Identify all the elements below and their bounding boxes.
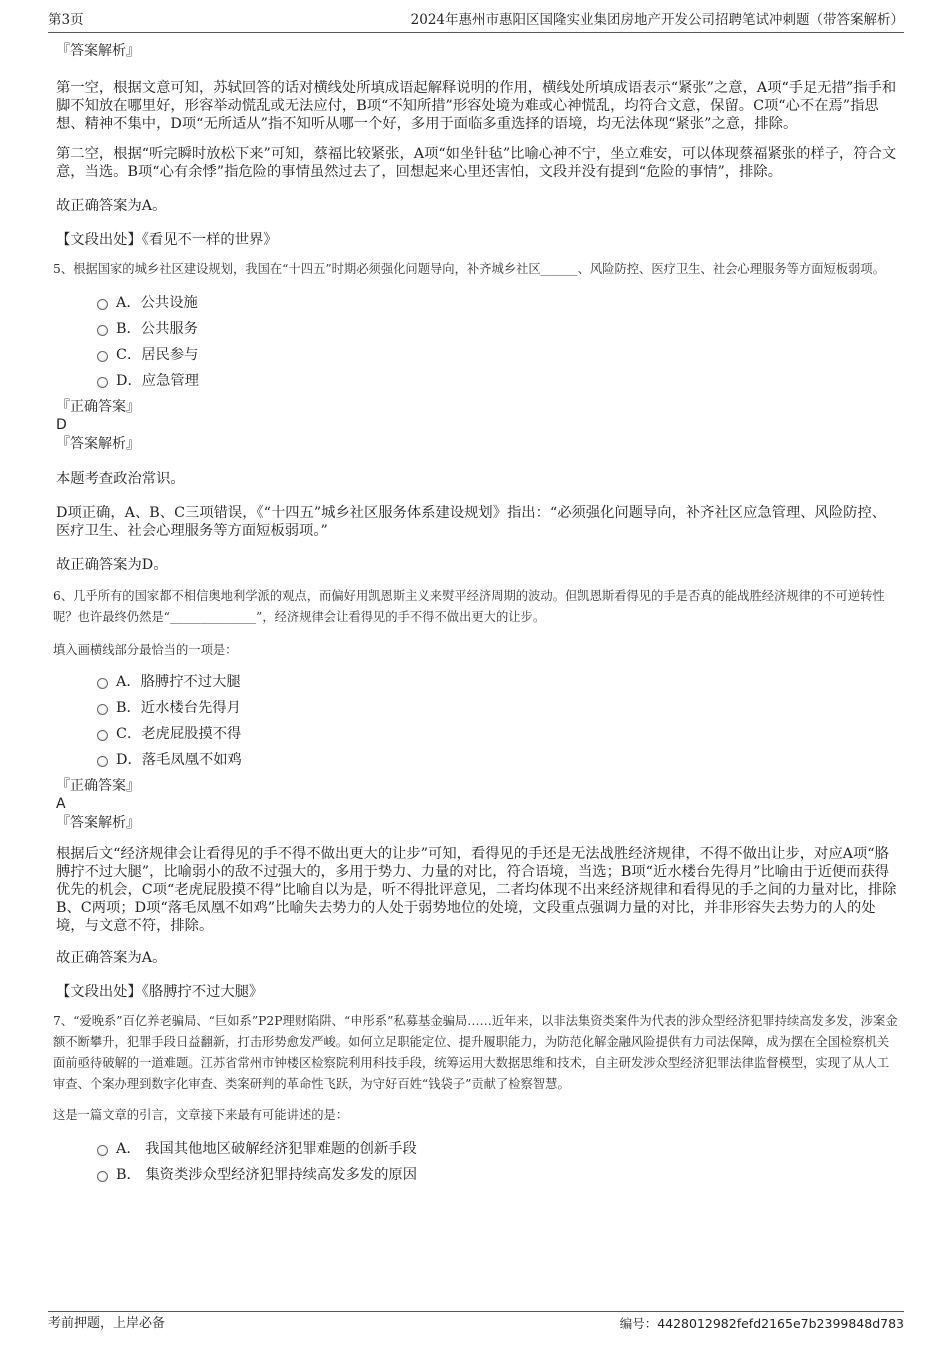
q6-question: 6、几乎所有的国家都不相信奥地利学派的观点，而偏好用凯恩斯主义来熨平经济周期的波动。但凯恩斯看得见的手是否真的能战胜经济规律的不可逆转性呢？也许最终仍然是“______________”，经济规律会让看得见的手不得不做出更大的让步。 (53, 589, 885, 624)
document-title: 2024年惠州市惠阳区国隆实业集团房地产开发公司招聘笔试冲刺题（带答案解析） (410, 12, 904, 28)
footer-slogan: 考前押题，上岸必备 (48, 1316, 166, 1331)
option-label: B．公共服务 (116, 321, 198, 337)
q5-option-a[interactable] (56, 294, 900, 320)
option-label: B．近水楼台先得月 (116, 700, 241, 716)
q7-prompt: 这是一篇文章的引言，文章接下来最有可能讲述的是： (53, 1108, 349, 1122)
q7-options (56, 1140, 900, 1192)
radio-icon[interactable] (97, 377, 108, 388)
q5-analysis-label: 『答案解析』 (56, 436, 140, 452)
page-number: 第3页 (48, 12, 84, 28)
page-header (48, 10, 904, 33)
q6-answer-label: 『正确答案』 (56, 778, 140, 794)
q5-answer-label: 『正确答案』 (56, 399, 140, 415)
document-id: 编号：4428012982fefd2165e7b2399848d783 (619, 1316, 904, 1331)
page-footer (48, 1311, 904, 1334)
q7-option-a[interactable] (56, 1140, 900, 1166)
option-label: D．落毛凤凰不如鸡 (116, 752, 242, 768)
q6-option-c[interactable] (56, 725, 900, 751)
option-label: D．应急管理 (116, 373, 199, 389)
q7-option-b[interactable] (56, 1166, 900, 1192)
q4-analysis-p1: 第一空，根据文意可知，苏轼回答的话对横线处所填成语起解释说明的作用，横线处所填成语表示“紧张”之意，A项“手足无措”指手和脚不知放在哪里好，形容举动慌乱或无法应付，B项“不知所措”形容处境为难或心神慌乱，均符合文意，保留。C项“心不在焉”指思想、精神不集中，D项“无所适从”指不知听从哪一个好，多用于面临多重选择的语境，均无法体现“紧张”之意，排除。 (56, 80, 897, 132)
q4-analysis-p2: 第二空，根据“听完瞬时放松下来”可知，蔡福比较紧张，A项“如坐针毡”比喻心神不宁，坐立难安，可以体现蔡福紧张的样子，符合文意，当选。B项“心有余悸”指危险的事情虽然过去了，回想起来心里还害怕，文段并没有提到“危险的事情”，排除。 (56, 146, 897, 180)
radio-icon[interactable] (97, 704, 108, 715)
radio-icon[interactable] (97, 351, 108, 362)
q4-conclusion: 故正确答案为A。 (56, 198, 167, 214)
q6-conclusion: 故正确答案为A。 (56, 950, 167, 966)
q5-analysis-p1: 本题考查政治常识。 (56, 471, 185, 487)
option-label: A． 我国其他地区破解经济犯罪难题的创新手段 (116, 1141, 417, 1157)
q6-answer: A (56, 796, 66, 812)
q5-answer: D (56, 417, 67, 433)
radio-icon[interactable] (97, 1171, 108, 1182)
q6-analysis-p1: 根据后文“经济规律会让看得见的手不得不做出更大的让步”可知，看得见的手还是无法战胜经济规律，不得不做出让步，对应A项“胳膊拧不过大腿”，比喻弱小的敌不过强大的，多用于势力、力量的对比，符合语境，当选；B项“近水楼台先得月”比喻由于近便而获得优先的机会，C项“老虎屁股摸不得”比喻自以为是，听不得批评意见，二者均体现不出来经济规律和看得见的手之间的力量对比，排除B、C两项；D项“落毛凤凰不如鸡”比喻失去势力的人处于弱势地位的处境，文段重点强调力量的对比，并非形容失去势力的人的处境，与文意不符，排除。 (56, 846, 897, 934)
q5-options (56, 294, 900, 398)
q7-question: 7、“爱晚系”百亿养老骗局、“巨如系”P2P理财陷阱、“申彤系”私募基金骗局……近年来，以非法集资类案件为代表的涉众型经济犯罪持续高发多发，涉案金额不断攀升，犯罪手段日益翻新，打击形势愈发严峻。如何立足职能定位、提升履职能力，为防范化解金融风险提供有力司法保障，成为摆在全国检察机关面前亟待破解的一道难题。江苏省常州市钟楼区检察院利用科技手段，统筹运用大数据思维和技术，自主研发涉众型经济犯罪法律监督模型，实现了从人工审查、个案办理到数字化审查、类案研判的革命性飞跃，为守好百姓“钱袋子”贡献了检察智慧。 (53, 1014, 898, 1091)
q6-option-d[interactable] (56, 751, 900, 777)
q6-option-b[interactable] (56, 699, 900, 725)
radio-icon[interactable] (97, 325, 108, 336)
q6-analysis-label: 『答案解析』 (56, 815, 140, 831)
option-label: C．居民参与 (116, 347, 199, 363)
radio-icon[interactable] (97, 1145, 108, 1156)
q5-option-b[interactable] (56, 320, 900, 346)
radio-icon[interactable] (97, 756, 108, 767)
q5-analysis-p2: D项正确，A、B、C三项错误，《“十四五”城乡社区服务体系建设规划》指出：“必须强化问题导向，补齐社区应急管理、风险防控、医疗卫生、社会心理服务等方面短板弱项。” (56, 505, 887, 539)
q6-options (56, 673, 900, 777)
radio-icon[interactable] (97, 299, 108, 310)
option-label: C．老虎屁股摸不得 (116, 726, 242, 742)
q6-source: 【文段出处】《胳膊拧不过大腿》 (56, 984, 264, 1000)
q4-analysis-label: 『答案解析』 (56, 43, 140, 59)
radio-icon[interactable] (97, 678, 108, 689)
q5-option-c[interactable] (56, 346, 900, 372)
option-label: B． 集资类涉众型经济犯罪持续高发多发的原因 (116, 1167, 417, 1183)
radio-icon[interactable] (97, 730, 108, 741)
q6-option-a[interactable] (56, 673, 900, 699)
option-label: A．公共设施 (116, 295, 198, 311)
option-label: A．胳膊拧不过大腿 (116, 674, 241, 690)
q5-conclusion: 故正确答案为D。 (56, 557, 168, 573)
q6-prompt: 填入画横线部分最恰当的一项是： (53, 643, 238, 657)
page-content (53, 42, 900, 1192)
q5-question: 5、根据国家的城乡社区建设规划，我国在“十四五”时期必须强化问题导向，补齐城乡社区______、风险防控、医疗卫生、社会心理服务等方面短板弱项。 (53, 262, 885, 276)
q4-source: 【文段出处】《看见不一样的世界》 (56, 232, 278, 248)
q5-option-d[interactable] (56, 372, 900, 398)
